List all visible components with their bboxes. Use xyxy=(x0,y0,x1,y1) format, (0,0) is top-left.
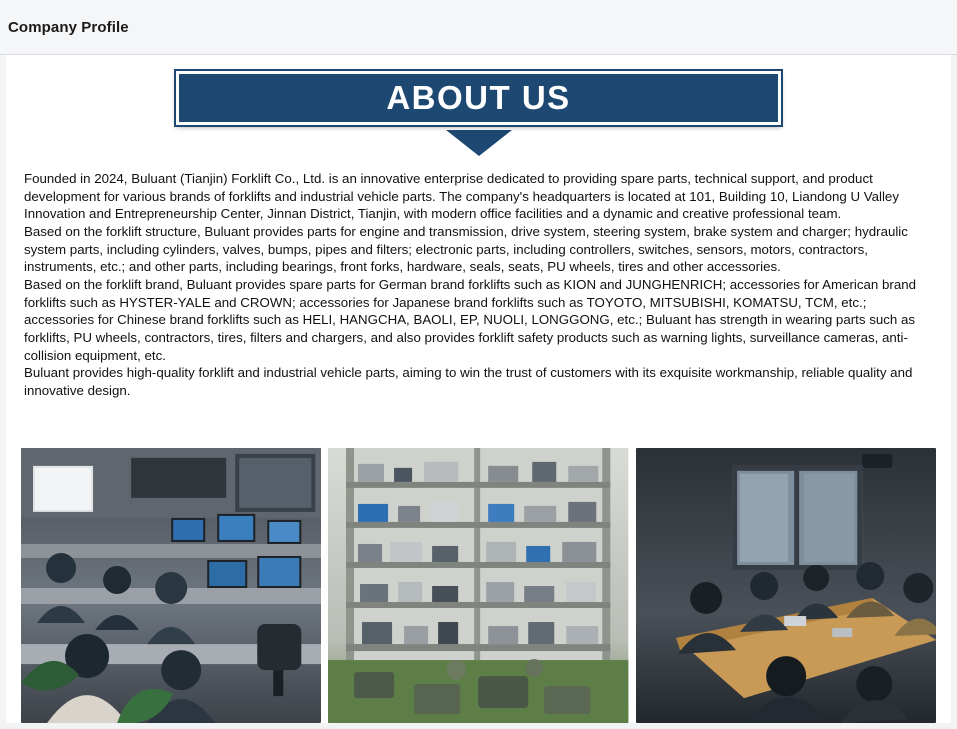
parts-shelves-illustration xyxy=(328,448,628,723)
page-title: Company Profile xyxy=(8,18,129,36)
about-banner-container xyxy=(6,71,951,125)
office-workspace-illustration xyxy=(21,448,321,723)
about-paragraph-1: Founded in 2024, Buluant (Tianjin) Forklift Co., Ltd. is an innovative enterprise dedicated to providing spare parts, technical support, and product development for various brands of forklifts and industrial vehicle parts. The company's headquarters is located at 101, Building 10, Liandong U Valley Innovation and Entrepreneurship Center, Jinnan District, Tianjin, with modern office facilities and a dynamic and creative professional team. xyxy=(24,171,899,222)
content-frame xyxy=(0,55,957,729)
about-paragraph-2: Based on the forklift structure, Buluant provides parts for engine and transmission, drive system, steering system, brake system and charger; hydraulic system parts, including cylinders, valves, bumps, pipes and filters; electronic parts, including controllers, switches, sensors, motors, contractors, instruments, etc.; and other parts, including bearings, front forks, hardware, seals, seats, PU wheels, tires and other accessories. xyxy=(24,224,908,275)
parts-warehouse-shelves-photo xyxy=(328,448,628,723)
about-paragraph-4: Buluant provides high-quality forklift and industrial vehicle parts, aiming to win the trust of customers with its exquisite workmanship, reliable quality and innovative design. xyxy=(24,365,913,399)
content-inner xyxy=(6,55,951,723)
about-text xyxy=(24,170,933,400)
meeting-room-photo xyxy=(636,448,936,723)
about-banner xyxy=(176,71,781,125)
about-banner-title: ABOUT US xyxy=(386,79,571,116)
chevron-container xyxy=(6,130,951,156)
page-header xyxy=(0,0,957,55)
chevron-down-icon xyxy=(446,130,512,156)
about-paragraph-3: Based on the forklift brand, Buluant provides spare parts for German brand forklifts such as KION and JUNGHENRICH; accessories for American brand forklifts such as HYSTER-YALE and CROWN; accessories for Japanese brand forklifts such as TOYOTO, MITSUBISHI, KOMATSU, TCM, etc.; accessories for Chinese brand forklifts such as HELI, HANGCHA, BAOLI, EP, NUOLI, LONGGONG, etc.; Buluant has strength in wearing parts such as forklifts, PU wheels, contractors, tires, filters and chargers, and also provides forklift safety products such as warning lights, surveillance cameras, anti-collision equipment, etc. xyxy=(24,277,917,363)
photo-strip xyxy=(21,448,936,723)
office-workspace-photo xyxy=(21,448,321,723)
meeting-room-illustration xyxy=(636,448,936,723)
